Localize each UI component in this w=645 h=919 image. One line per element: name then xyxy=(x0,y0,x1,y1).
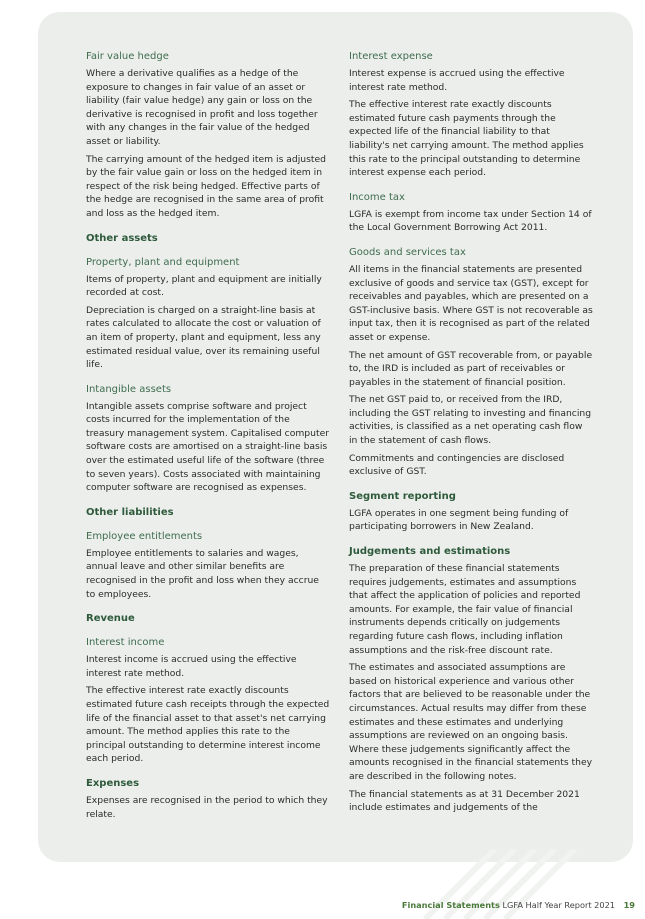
heading-interest-expense: Interest expense xyxy=(349,51,433,62)
heading-other-liabilities: Other liabilities xyxy=(86,506,174,518)
paragraph: The net amount of GST recoverable from, or payable to, the IRD is included as part of receivables or payables in the statement of financial position. xyxy=(349,349,593,388)
paragraph: Commitments and contingencies are disclosed exclusive of GST. xyxy=(349,452,565,478)
paragraph: Intangible assets comprise software and project costs incurred for the implementation of the treasury management system. Capitalised computer software costs are amortised on a straight-line basis over the estimated useful life of the software (three to seven years). Costs associated with maintaining computer software are recognised as expenses. xyxy=(86,400,329,494)
paragraph: Expenses are recognised in the period to which they relate. xyxy=(86,794,328,820)
paragraph: The preparation of these financial statements requires judgements, estimates and assumptions that affect the application of policies and reported amounts. For example, the fair value of financial instruments depends critically on judgements regarding future cash flows, including inflation assumptions and the risk-free discount rate. xyxy=(349,563,581,656)
paragraph: All items in the financial statements are presented exclusive of goods and service tax (GST), except for receivables and payables, which are presented on a GST-inclusive basis. Where GST is not recoverable as input tax, then it is recognised as part of the related asset or expense. xyxy=(349,263,593,343)
paragraph: LGFA is exempt from income tax under Section 14 of the Local Government Borrowing Act 2011. xyxy=(349,208,592,234)
heading-gst: Goods and services tax xyxy=(349,246,466,258)
heading-income-tax: Income tax xyxy=(349,191,405,203)
footer-section: Financial Statements xyxy=(401,900,500,910)
heading-expenses: Expenses xyxy=(86,777,140,789)
heading-other-assets: Other assets xyxy=(86,232,158,244)
heading-intangible-assets: Intangible assets xyxy=(86,383,172,395)
heading-segment-reporting: Segment reporting xyxy=(349,490,456,502)
heading-fair-value-hedge: Fair value hedge xyxy=(86,51,169,62)
paragraph: The net GST paid to, or received from the IRD, including the GST relating to investing and financing activities, is classified as a net operating cash flow in the statement of cash flows. xyxy=(349,394,592,447)
heading-employee-entitlements: Employee entitlements xyxy=(86,530,203,542)
footer-report-title: LGFA Half Year Report 2021 xyxy=(502,900,615,910)
paragraph: The financial statements as at 31 December 2021 include estimates and judgements of the xyxy=(349,788,580,814)
paragraph: Where a derivative qualifies as a hedge of the exposure to changes in fair value of an asset or liability (fair value hedge) any gain or loss on the derivative is recognised in profit and loss together with any changes in the fair value of the hedged asset or liability. xyxy=(86,68,318,147)
paragraph: LGFA operates in one segment being funding of participating borrowers in New Zealand. xyxy=(349,507,569,533)
paragraph: The effective interest rate exactly discounts estimated future cash payments through the expected life of the financial liability to that liability's net carrying amount. The method applies this rate to the principal outstanding to determine interest expense each period. xyxy=(349,99,584,179)
paragraph: The estimates and associated assumptions are based on historical experience and various other factors that are believed to be reasonable under the circumstances. Actual results may differ from these estimates and these estimates and underlying assumptions are reviewed on an ongoing basis. Where these judgements significantly affect the amounts recognised in the financial statements they are described in the following notes. xyxy=(349,662,593,782)
page-footer xyxy=(402,899,635,911)
paragraph: The carrying amount of the hedged item is adjusted by the fair value gain or loss on the hedged item in respect of the risk being hedged. Effective parts of the hedge are recognised in the same area of profit and loss as the hedged item. xyxy=(86,153,326,219)
paragraph: Employee entitlements to salaries and wages, annual leave and other similar benefits are recognised in the profit and loss when they accrue to employees. xyxy=(86,547,319,600)
left-column xyxy=(86,50,330,825)
heading-judgements: Judgements and estimations xyxy=(349,546,511,558)
paragraph: Interest income is accrued using the effective interest rate method. xyxy=(86,654,297,679)
heading-revenue: Revenue xyxy=(86,613,135,625)
paragraph: Items of property, plant and equipment are initially recorded at cost. xyxy=(86,273,322,299)
page-number: 19 xyxy=(623,900,635,910)
paragraph: Depreciation is charged on a straight-line basis at rates calculated to allocate the cost or valuation of an item of property, plant and equipment, less any estimated residual value, over its remaining useful life. xyxy=(86,304,321,371)
heading-ppe: Property, plant and equipment xyxy=(86,256,240,268)
heading-interest-income: Interest income xyxy=(86,637,165,649)
paragraph: Interest expense is accrued using the effective interest rate method. xyxy=(349,68,565,93)
right-column xyxy=(349,50,593,819)
paragraph: The effective interest rate exactly discounts estimated future cash receipts through the expected life of the financial asset to that asset's net carrying amount. The method applies this rate to the principal outstanding to determine interest income each period. xyxy=(86,685,330,765)
